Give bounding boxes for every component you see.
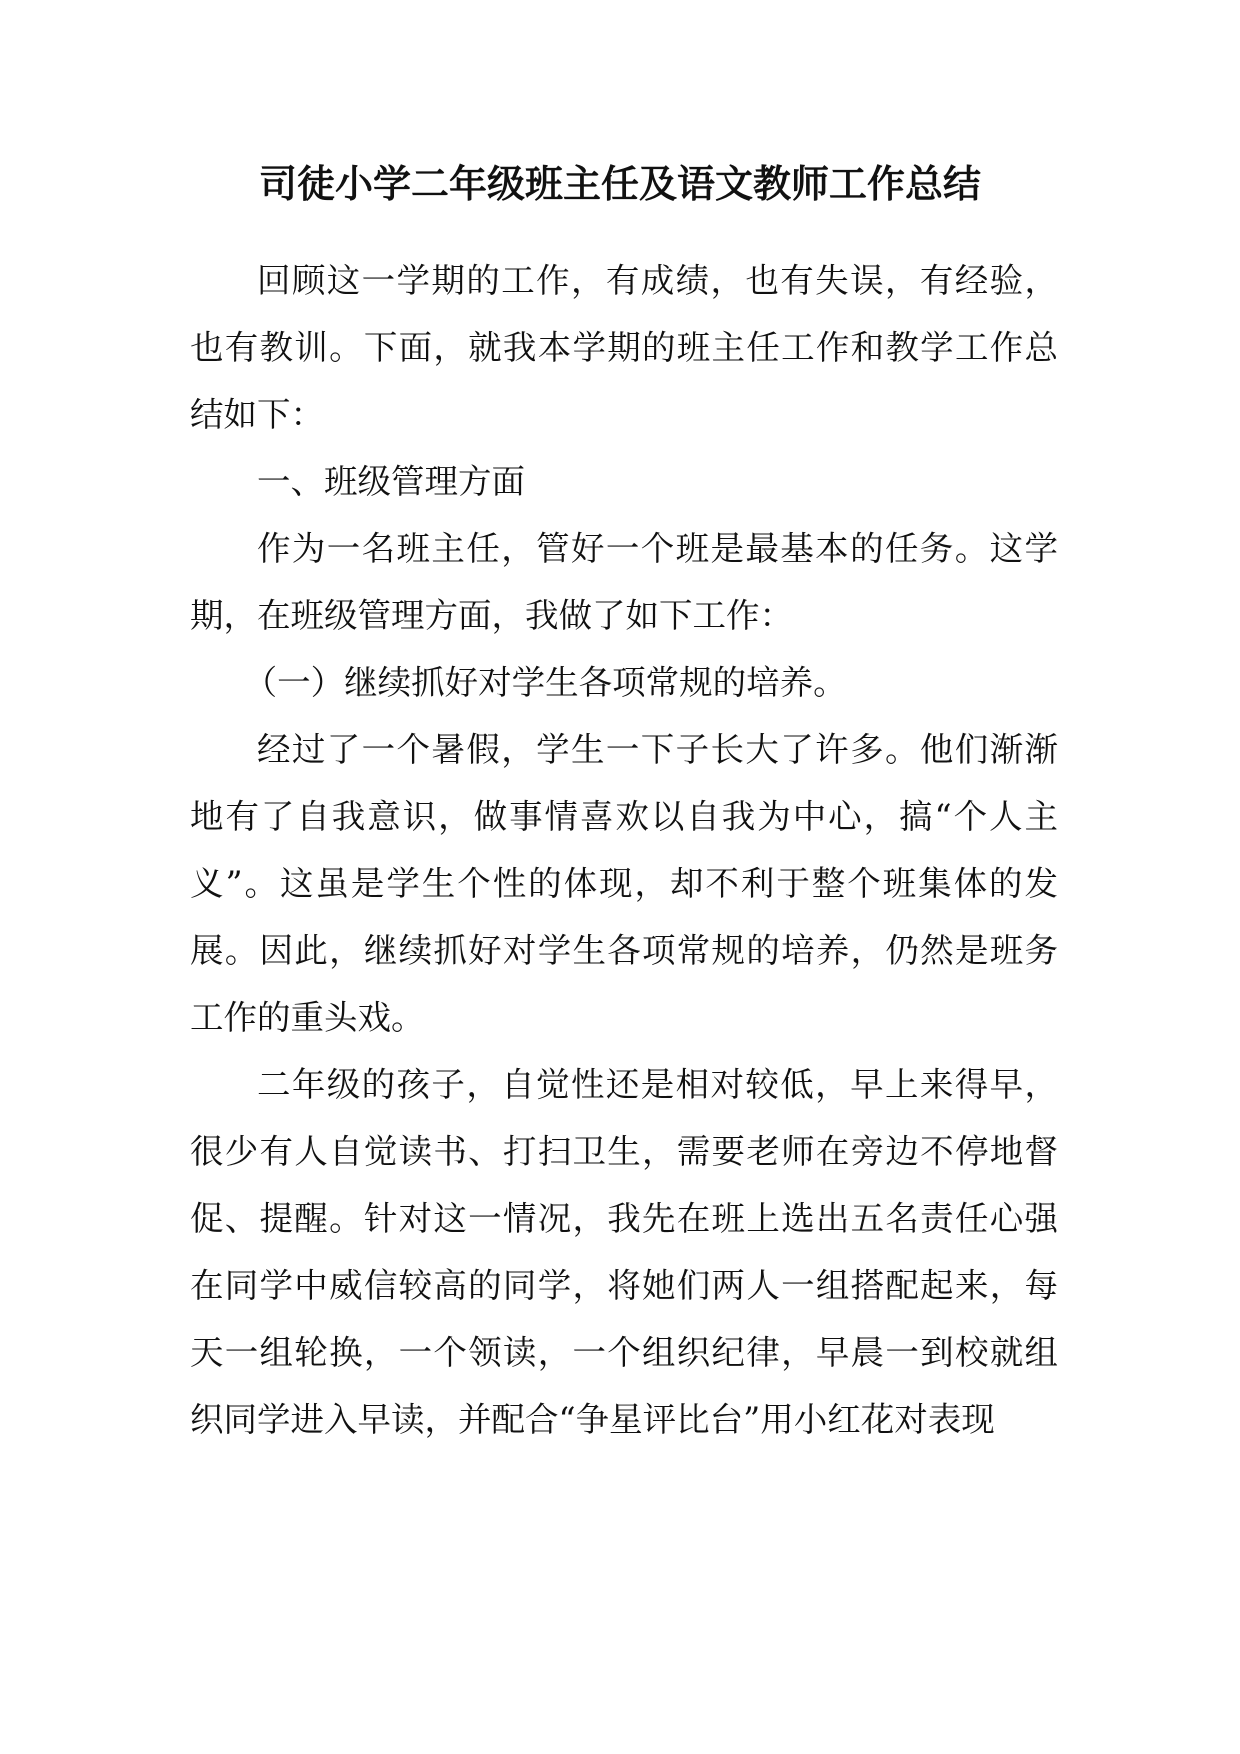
document-title: 司徒小学二年级班主任及语文教师工作总结	[258, 162, 981, 206]
document-body	[190, 247, 1058, 1453]
paragraph-after-summer: 经过了一个暑假，学生一下子长大了许多。他们渐渐地有了自我意识，做事情喜欢以自我为中心，搞“个人主义”。这虽是学生个性的体现，却不利于整个班集体的发展。因此，继续抓好对学生各项常规的培养，仍然是班务工作的重头戏。	[190, 730, 1058, 1037]
paragraph-class-management-intro: 作为一名班主任，管好一个班是最基本的任务。这学期，在班级管理方面，我做了如下工作：	[190, 529, 1058, 635]
subsection-heading-routine-training: （一）继续抓好对学生各项常规的培养。	[243, 663, 847, 702]
paragraph-morning-reading: 二年级的孩子，自觉性还是相对较低，早上来得早，很少有人自觉读书、打扫卫生，需要老师在旁边不停地督促、提醒。针对这一情况，我先在班上选出五名责任心强在同学中威信较高的同学，将她们两人一组搭配起来，每天一组轮换，一个领读，一个组织纪律，早晨一到校就组织同学进入早读，并配合“争星评比台”用小红花对表现	[190, 1065, 1058, 1439]
paragraph-intro: 回顾这一学期的工作，有成绩，也有失误，有经验，也有教训。下面，就我本学期的班主任工作和教学工作总结如下：	[190, 261, 1058, 434]
section-heading-class-management: 一、班级管理方面	[257, 462, 525, 501]
